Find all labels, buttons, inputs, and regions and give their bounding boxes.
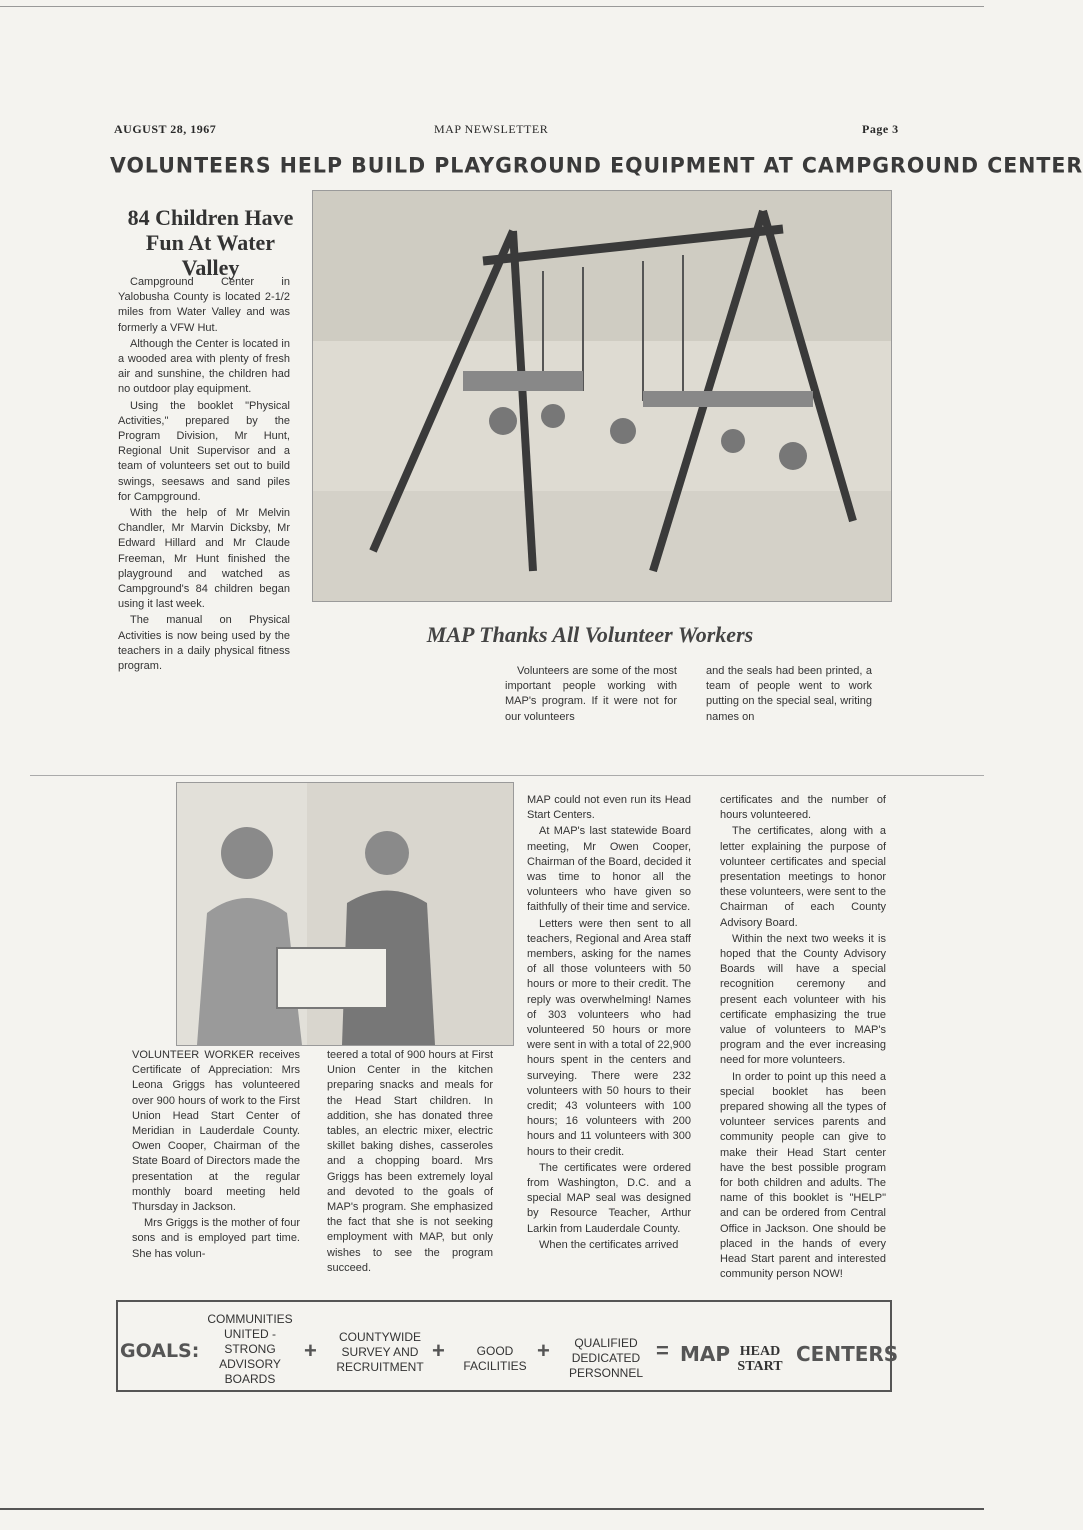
plus-sign: +	[537, 1338, 550, 1363]
story2-column-b	[720, 793, 886, 1284]
photo-caption-continued	[327, 1048, 493, 1277]
story1-title-line2: Fun At Water Valley	[145, 230, 276, 280]
story2-intro-col2	[706, 664, 872, 726]
fold-line	[30, 775, 984, 776]
result-centers: CENTERS	[796, 1342, 899, 1366]
story1-paragraph: Campground Center in Yalobusha County is located 2-1/2 miles from Water Valley and was formerly a VFW Hut.	[118, 276, 290, 334]
playground-photo	[312, 190, 892, 602]
story1-body	[118, 275, 290, 675]
story2-paragraph: Within the next two weeks it is hoped that the County Advisory Boards will have a special recognition ceremony and present each volunteer with his certificate emphasizing the true value of volunteers to MAP's program and the ever increasing need for more volunteers.	[720, 932, 886, 1067]
story2-paragraph: The certificates, along with a letter explaining the purpose of volunteer certificates and special presentation meetings to honor these volunteers, were sent to the Chairman of each County Advisory Board.	[720, 825, 886, 929]
story2-column-a	[527, 793, 691, 1254]
story1-paragraph: Although the Center is located in a wooded area with plenty of fresh air and sunshine, the children had no outdoor play equipment.	[118, 337, 290, 396]
story1-title	[118, 205, 303, 280]
goal-qualified-personnel: QUALIFIED DEDICATED PERSONNEL	[568, 1336, 644, 1380]
photo-caption	[132, 1048, 300, 1263]
result-head-start: HEAD START	[737, 1344, 783, 1374]
caption-paragraph: Mrs Griggs is the mother of four sons and is employed part time. She has volun-	[132, 1217, 300, 1260]
story2-paragraph: certificates and the number of hours volunteered.	[720, 794, 886, 822]
page-number: Page 3	[862, 122, 899, 136]
story1-paragraph: Using the booklet "Physical Activities," prepared by the Program Division, Mr Hunt, Regional Unit Supervisor and a team of volunteers set out to build swings, seesaws and sand piles for Campground.	[118, 399, 290, 503]
plus-sign: +	[432, 1338, 445, 1363]
story2-paragraph: In order to point up this need a special booklet has been prepared showing all the types of volunteer services parents and community people can give to make their Head Start center have the best possible program for both children and adults. The name of this booklet is "HELP" and can be ordered from Central Office in Jackson. One should be placed in the hands of every Head Start parent and interested community person NOW!	[720, 1070, 886, 1281]
equals-sign: =	[656, 1338, 669, 1363]
caption-paragraph: VOLUNTEER WORKER receives Certificate of Appreciation: Mrs Leona Griggs has volunteered over 900 hours of work to the First Union Head Start Center of Meridian in Lauderdale County. Owen Cooper, Chairman of the State Board of Directors made the presentation at the regular monthly board meeting held Thursday in Jackson.	[132, 1049, 300, 1214]
story2-intro-text: and the seals had been printed, a team of people went to work putting on the special seal, writing names on	[706, 665, 872, 723]
caption-paragraph: teered a total of 900 hours at First Union Center in the kitchen preparing snacks and meals for the Head Start children. In addition, she has donated three tables, an electric mixer, electric skillet baking dishes, casseroles and a chopping board. Mrs Griggs has been extremely loyal and devoted to the goals of MAP's program. She emphasized the fact that she is not seeking employment with MAP, but only wishes to see the program succeed.	[327, 1049, 493, 1274]
story2-paragraph: At MAP's last statewide Board meeting, Mr Owen Cooper, Chairman of the Board, decided it was time to honor all the volunteers who have given so faithfully of their time and service.	[527, 825, 691, 914]
story2-paragraph: MAP could not even run its Head Start Centers.	[527, 794, 691, 822]
publication-name: MAP NEWSLETTER	[434, 122, 549, 136]
goals-label: GOALS:	[120, 1340, 200, 1362]
story2-paragraph: Letters were then sent to all teachers, Regional and Area staff members, asking for the names of all those volunteers with 50 hours or more to their credit. The reply was overwhelming! Names of 303 volunteers who had volunteered 50 hours or more were sent in with a total of 22,900 hours spent in the centers and surveying. There were 232 volunteers with 50 hours to their credit; 43 volunteers with 100 hours; 16 volunteers with 200 hours and 11 volunteers with 300 hours to their credit.	[527, 917, 691, 1158]
main-headline: VOLUNTEERS HELP BUILD PLAYGROUND EQUIPMENT AT CAMPGROUND CENTER	[110, 152, 1083, 178]
goal-good-facilities: GOOD FACILITIES	[463, 1344, 527, 1373]
top-rule	[0, 6, 984, 7]
story2-title: MAP Thanks All Volunteer Workers	[426, 622, 754, 647]
plus-sign: +	[304, 1338, 317, 1363]
issue-date: AUGUST 28, 1967	[114, 122, 217, 136]
story2-intro-text: Volunteers are some of the most important people working with MAP's program. If it were not for our volunteers	[505, 665, 677, 723]
swing-set-illustration	[313, 191, 891, 601]
result-map: MAP	[680, 1342, 731, 1366]
bottom-rule	[0, 1508, 984, 1510]
story2-paragraph: When the certificates arrived	[539, 1238, 679, 1251]
story1-title-line1: 84 Children Have	[127, 205, 294, 230]
presentation-illustration	[177, 783, 513, 1045]
story1-paragraph: The manual on Physical Activities is now being used by the teachers in a daily physical fitness program.	[118, 614, 290, 673]
certificate-photo	[176, 782, 514, 1046]
story2-intro-col1	[505, 664, 677, 726]
story2-paragraph: The certificates were ordered from Washington, D.C. and a special MAP seal was designed by Resource Teacher, Arthur Larkin from Lauderdale County.	[527, 1161, 691, 1235]
goal-advisory-boards: COMMUNITIES UNITED - STRONG ADVISORY BOARDS	[207, 1312, 293, 1386]
story1-paragraph: With the help of Mr Melvin Chandler, Mr Marvin Dicksby, Mr Edward Hillard and Mr Claude Freeman, Mr Hunt finished the playground and watched as Campground's 84 children began using it last week.	[118, 507, 290, 611]
goal-survey-recruitment: COUNTYWIDE SURVEY AND RECRUITMENT	[336, 1330, 424, 1374]
